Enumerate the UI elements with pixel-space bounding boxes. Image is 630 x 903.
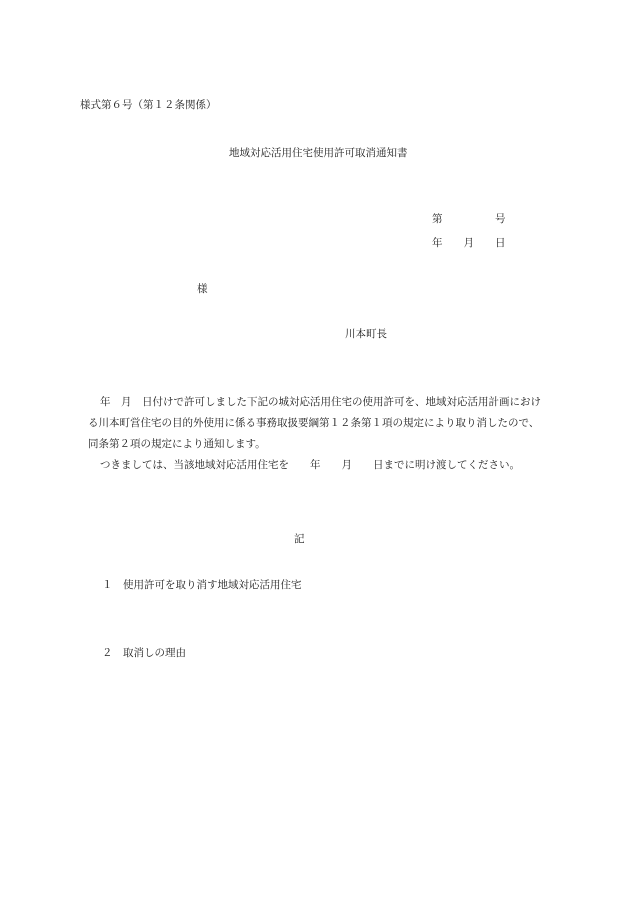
page-title: 地域対応活用住宅使用許可取消通知書 [229,147,408,159]
body-line: つきましては、当該地域対応活用住宅を 年 月 日までに明け渡してください。 [100,459,520,471]
body-line: 同条第２項の規定により通知します。 [88,438,266,450]
sender-name: 川本町長 [345,328,387,340]
body-line: る川本町営住宅の目的外使用に係る事務取扱要綱第１２条第１項の規定により取り消したので、 [88,417,540,429]
recipient-honorific: 様 [197,283,208,295]
body-line: 年 月 日付けで許可しました下記の城対応活用住宅の使用許可を、地域対応活用計画におけ [100,396,541,408]
document-date: 年 月 日 [432,237,506,249]
list-item: ２ 取消しの理由 [102,647,186,659]
form-label: 様式第６号（第１２条関係） [80,99,217,111]
notice-body [88,392,558,476]
list-item: １ 使用許可を取り消す地域対応活用住宅 [102,579,302,591]
section-heading: 記 [294,533,305,545]
document-number: 第 号 [432,213,506,225]
